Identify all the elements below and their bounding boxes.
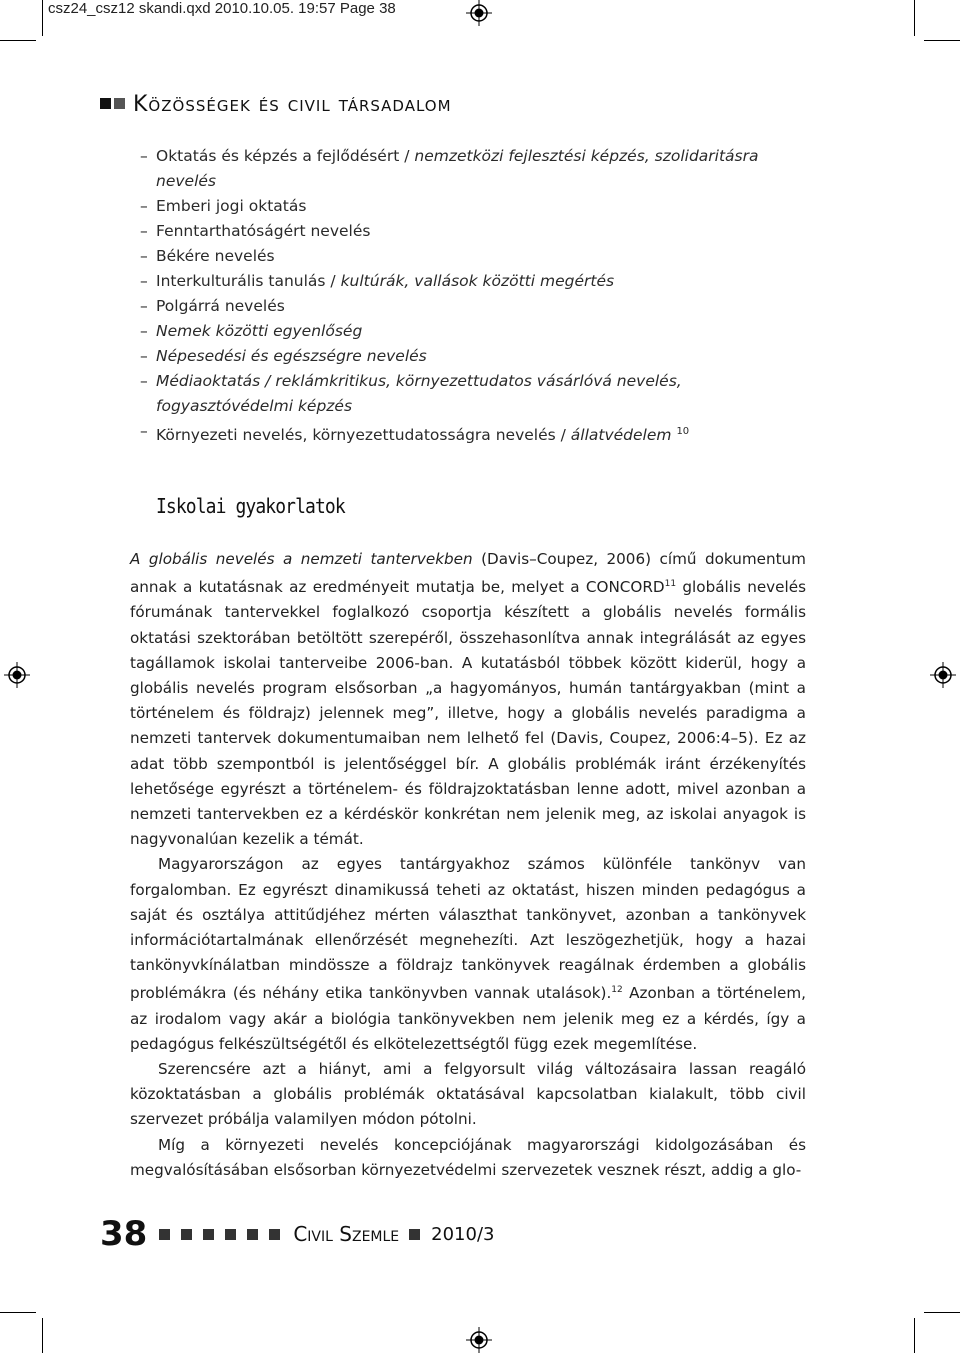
footnote-ref: 10: [676, 426, 690, 437]
print-slug: csz24_csz12 skandi.qxd 2010.10.05. 19:57 Page 38: [48, 0, 396, 17]
section-title-text: Közösségek és civil társadalom: [133, 92, 452, 117]
crop-mark: [924, 1312, 960, 1313]
list-item: – Médiaoktatás / reklámkritikus, környezettudatos vásárlóvá nevelés, fogyasztóvédelmi képzés: [140, 369, 820, 419]
square-bullet-icon: [100, 98, 111, 109]
registration-mark-icon: [466, 1327, 492, 1353]
registration-mark-icon: [4, 662, 30, 688]
list-item: – Emberi jogi oktatás: [140, 194, 820, 219]
crop-mark: [42, 1318, 43, 1353]
square-bullet-icon: [409, 1229, 420, 1240]
list-item: – Polgárrá nevelés: [140, 294, 820, 319]
registration-mark-icon: [466, 0, 492, 26]
square-bullet-icon: [247, 1229, 258, 1240]
list-item: – Fenntarthatóságért nevelés: [140, 219, 820, 244]
crop-mark: [0, 40, 36, 41]
square-bullet-icon: [114, 98, 125, 109]
body-text: [130, 547, 806, 1183]
list-item: – Környezeti nevelés, környezettudatosságra nevelés / állatvédelem $^{10}$: [140, 419, 820, 448]
list-item: – Békére nevelés: [140, 244, 820, 269]
subheading: Iskolai gyakorlatok: [156, 494, 345, 518]
paragraph: Míg a környezeti nevelés koncepciójának magyarországi kidolgozásában és megvalósításában elsősorban környezetvédelmi szervezetek vesznek részt, addig a glo-: [130, 1135, 806, 1179]
crop-mark: [914, 0, 915, 36]
page-number: 38: [100, 1214, 148, 1254]
page-footer: [100, 1214, 494, 1254]
footnote-ref: 12: [611, 985, 623, 996]
journal-name: Civil Szemle: [293, 1222, 400, 1246]
square-bullet-icon: [181, 1229, 192, 1240]
list-item: – Nemek közötti egyenlőség: [140, 319, 820, 344]
crop-mark: [42, 0, 43, 36]
topic-list: [140, 144, 820, 448]
list-item: – Népesedési és egészségre nevelés: [140, 344, 820, 369]
paragraph: Szerencsére azt a hiányt, ami a felgyorsult világ változásaira lassan reagáló közoktatásban a globális problémák oktatásával kapcsolatban kialakult, több civil szervezet próbálja valamilyen módon pótolni.: [130, 1060, 806, 1129]
issue-number: 2010/3: [431, 1223, 495, 1245]
square-bullet-icon: [159, 1229, 170, 1240]
list-item: – Oktatás és képzés a fejlődésért / nemzetközi fejlesztési képzés, szolidaritásra nevelés: [140, 144, 820, 194]
crop-mark: [914, 1318, 915, 1353]
square-bullet-icon: [269, 1229, 280, 1240]
footnote-ref: 11: [664, 579, 677, 590]
section-title: [100, 92, 452, 117]
crop-mark: [0, 1312, 36, 1313]
square-bullet-icon: [203, 1229, 214, 1240]
square-bullet-icon: [225, 1229, 236, 1240]
list-item: – Interkulturális tanulás / kultúrák, vallások közötti megértés: [140, 269, 820, 294]
crop-mark: [924, 40, 960, 41]
paragraph: A globális nevelés a nemzeti tantervekben (Davis–Coupez, 2006) című dokumentum annak a kutatásnak az eredményeit mutatja be, melyet a CONCORD$^{11}$ globális nevelés fórumának tantervekkel foglalkozó csoportja készített a globális nevelés formális oktatási szektorában betöltött szerepéről, összehasonlítva annak integrálását az egyes tagállamok iskolai tanterveibe 2006-ban. A kutatásból többek között kiderül, hogy a globális nevelés program elsősorban „a hagyományos, humán tantárgyakban (mint a történelem és földrajz) jelennek meg”, illetve, hogy a globális nevelés paradigma a nemzeti tantervek dokumentumaiban nem lelhető fel (Davis, Coupez, 2006:4–5). Ez az adat több szempontból is jelentőséggel bír. A globális problémák iránt érzékenyítés lehetősége egyrészt a történelem- és földrajzoktatásban lenne adott, mivel azonban a nemzeti tantervekben ez a kérdéskör konkrétan nem jelenik meg, az iskolai anyagok is nagyvonalúan kezelik a témát.: [130, 550, 806, 849]
paragraph: Magyarországon az egyes tantárgyakhoz számos különféle tankönyv van forgalomban. Ez egyrészt dinamikussá teheti az oktatást, hiszen minden pedagógus a saját és osztálya attitűdjéhez mérten választhat tankönyvet, azonban a tankönyvek információtartalmának ellenőrzését megnehezíti. Azt leszögezhetjük, hogy a hazai tankönyvkínálatban mindössze a földrajz tankönyvek reagálnak érdemben a globális problémákra (és néhány etika tankönyvben vannak utalások).$^{12}$ Azonban a történelem, az irodalom vagy akár a biológia tankönyvekben nem jelenik meg ez a kérdés, így a pedagógus felkészültségétől és elkötelezettségtől függ ezek megemlítése.: [130, 855, 806, 1053]
registration-mark-icon: [930, 662, 956, 688]
